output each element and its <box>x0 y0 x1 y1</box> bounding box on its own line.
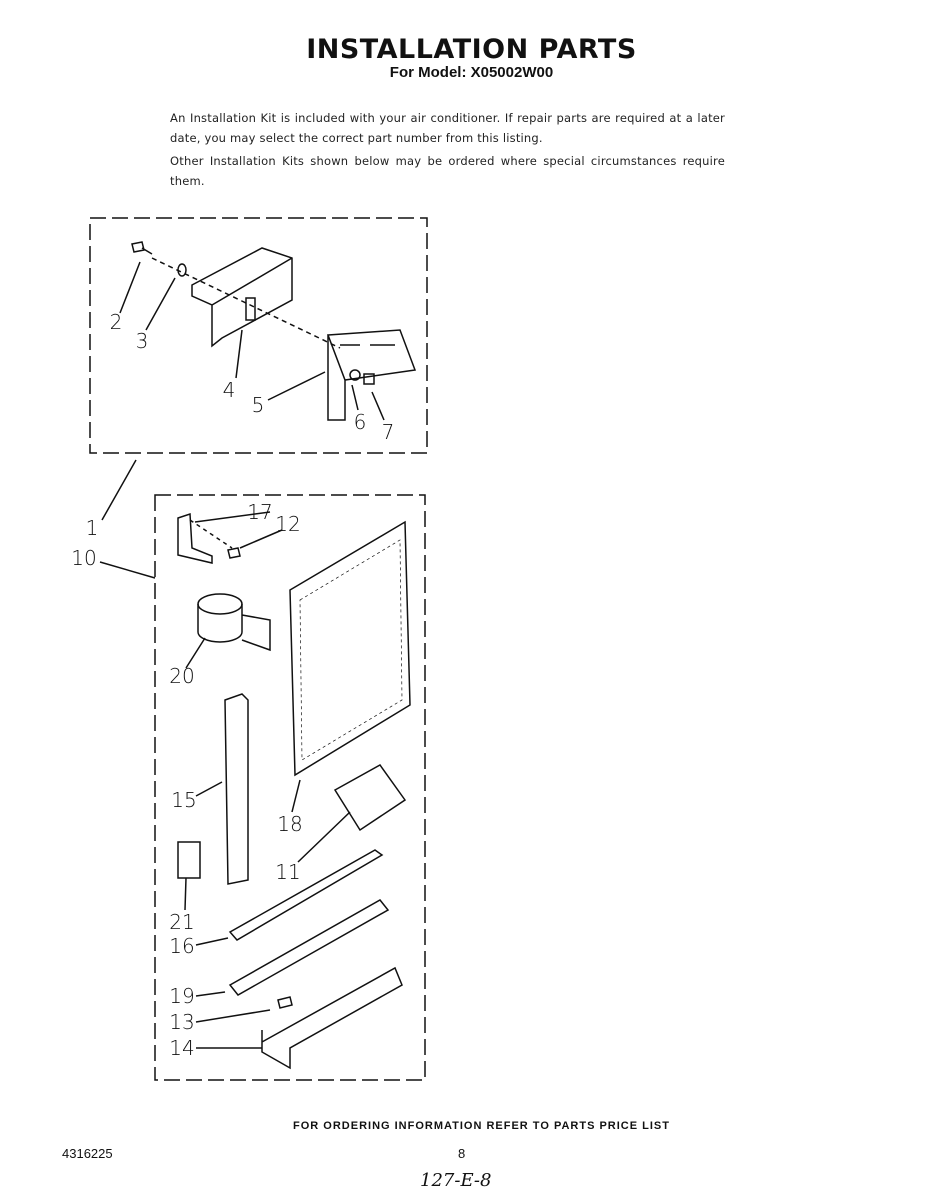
document-number: 4316225 <box>62 1146 113 1161</box>
callout-11: 11 <box>275 860 301 884</box>
ordering-note: FOR ORDERING INFORMATION REFER TO PARTS PRICE LIST <box>293 1120 670 1132</box>
callout-13: 13 <box>169 1010 195 1034</box>
sill-rail-part-14 <box>262 968 402 1068</box>
callout-10: 10 <box>71 546 97 570</box>
callout-16: 16 <box>169 934 195 958</box>
callout-7: 7 <box>381 420 395 444</box>
clip-part-11 <box>335 765 405 830</box>
block-part-21 <box>178 842 200 878</box>
page-number: 8 <box>458 1146 466 1161</box>
screw-part-2 <box>132 242 152 254</box>
callout-2: 2 <box>109 310 123 334</box>
callout-5: 5 <box>251 393 265 417</box>
callout-19: 19 <box>169 984 195 1008</box>
page-title: INSTALLATION PARTS <box>306 34 637 65</box>
handwritten-note: 127-E-8 <box>420 1170 492 1191</box>
model-subtitle: For Model: X05002W00 <box>389 64 554 81</box>
callout-14: 14 <box>169 1036 195 1060</box>
callout-3: 3 <box>135 329 149 353</box>
callout-20: 20 <box>169 664 195 688</box>
bracket-part-5 <box>328 330 415 420</box>
callout-21: 21 <box>169 910 195 934</box>
tape-roll-part-20 <box>198 594 270 650</box>
callout-18: 18 <box>277 812 303 836</box>
callout-17: 17 <box>247 500 273 524</box>
seal-strip-part-19 <box>230 900 388 995</box>
intro-paragraph-2: Other Installation Kits shown below may be ordered where special circumstances require them. <box>170 154 725 188</box>
callout-6: 6 <box>353 410 367 434</box>
intro-paragraph-1: An Installation Kit is included with your air conditioner. If repair parts are required at a later date, you may select the correct part number from this listing. <box>170 111 725 145</box>
callout-1: 1 <box>85 516 99 540</box>
channel-part-15 <box>225 694 248 884</box>
callout-12: 12 <box>275 512 301 536</box>
callout-15: 15 <box>171 788 197 812</box>
callout-4: 4 <box>222 378 236 402</box>
screw-part-13 <box>278 997 292 1008</box>
screw-part-12 <box>228 548 240 558</box>
foam-panel-part-18 <box>290 522 410 775</box>
